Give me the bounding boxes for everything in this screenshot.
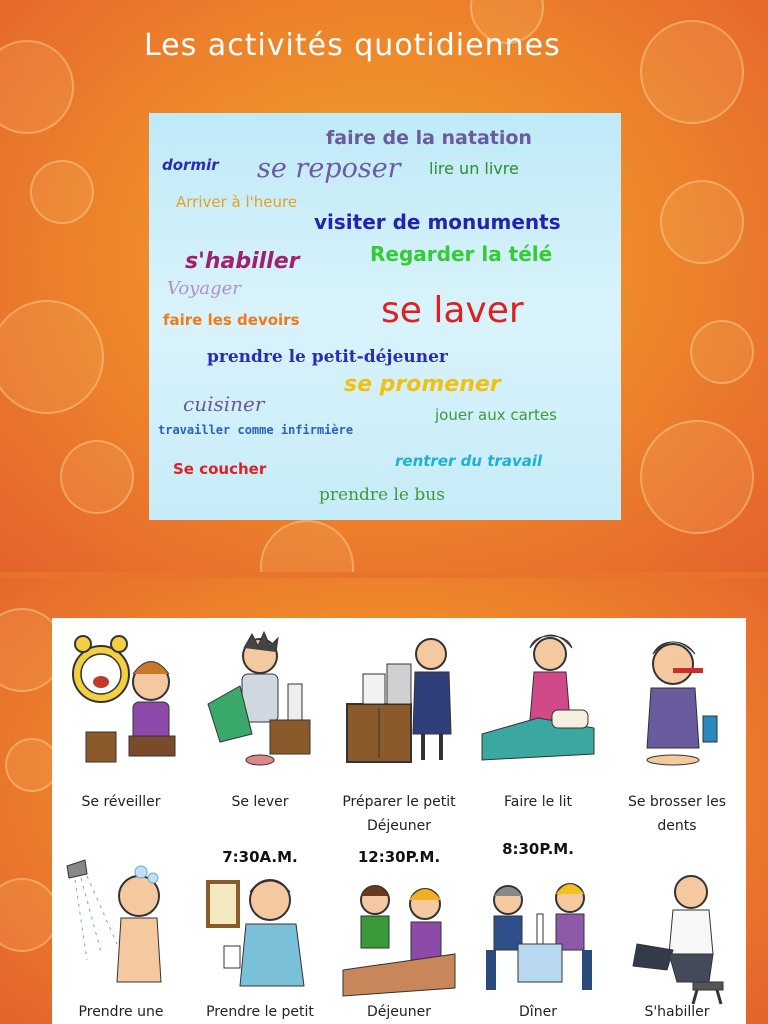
word-item: faire de la natation xyxy=(326,127,532,149)
word-item: cuisiner xyxy=(183,392,265,416)
activity-card xyxy=(608,844,746,1024)
bokeh-circle xyxy=(30,160,94,224)
word-item: Se coucher xyxy=(173,460,267,478)
activity-card xyxy=(469,618,607,838)
bokeh-circle xyxy=(260,520,354,572)
activity-caption: Déjeuner xyxy=(366,818,431,834)
activity-card xyxy=(330,844,468,1024)
activity-caption: Se lever xyxy=(231,794,289,810)
dressing-icon xyxy=(617,870,737,1010)
word-item: visiter de monuments xyxy=(314,210,561,234)
word-item: se promener xyxy=(344,372,501,397)
dinner-icon xyxy=(478,864,598,1004)
activity-caption: Faire le lit xyxy=(504,794,572,810)
activity-card xyxy=(608,618,746,838)
activity-caption: S'habiller xyxy=(644,1004,710,1020)
activity-caption: Se brosser les xyxy=(627,794,727,810)
bokeh-circle xyxy=(660,180,744,264)
slide-title: Les activités quotidiennes xyxy=(144,28,561,63)
activity-card xyxy=(191,844,329,1024)
bokeh-circle xyxy=(0,878,59,952)
bokeh-circle xyxy=(0,300,104,414)
activity-caption: Se réveiller xyxy=(81,794,161,810)
activity-caption: Déjeuner xyxy=(366,1004,431,1020)
bokeh-circle xyxy=(0,40,74,134)
bokeh-circle xyxy=(640,20,744,124)
alarm-clock-wakeup-icon xyxy=(61,624,181,774)
word-item: s'habiller xyxy=(185,249,300,274)
making-bed-icon xyxy=(478,624,598,774)
word-item: faire les devoirs xyxy=(163,311,300,329)
activity-caption: Préparer le petit xyxy=(342,794,456,810)
activity-caption: Dîner xyxy=(519,1004,557,1020)
activity-card xyxy=(52,844,190,1024)
activity-card xyxy=(330,618,468,838)
word-item: dormir xyxy=(162,156,219,174)
activity-card xyxy=(469,840,607,1024)
activity-card xyxy=(52,618,190,838)
activity-caption: dents xyxy=(657,818,697,834)
word-item: se reposer xyxy=(257,153,401,184)
activity-caption: Prendre une xyxy=(78,1004,164,1020)
word-item: lire un livre xyxy=(429,159,519,178)
activities-illustration-panel xyxy=(52,618,746,1024)
eating-breakfast-icon xyxy=(200,870,320,1010)
time-label: 7:30A.M. xyxy=(222,848,298,866)
word-item: prendre le bus xyxy=(319,485,445,505)
shower-icon xyxy=(61,852,181,992)
word-item: se laver xyxy=(381,290,524,331)
bokeh-circle xyxy=(640,420,754,534)
word-cloud xyxy=(149,113,621,520)
brushing-teeth-icon xyxy=(617,624,737,774)
bokeh-circle xyxy=(5,738,59,792)
word-item: travailler comme infirmière xyxy=(158,423,354,437)
activity-card xyxy=(191,618,329,838)
word-item: prendre le petit-déjeuner xyxy=(207,347,448,367)
activity-caption: Prendre le petit xyxy=(206,1004,314,1020)
time-label: 8:30P.M. xyxy=(502,840,574,858)
preparing-breakfast-icon xyxy=(339,624,459,774)
word-item: Arriver à l'heure xyxy=(176,193,298,211)
time-label: 12:30P.M. xyxy=(357,848,441,866)
bokeh-circle xyxy=(60,440,134,514)
slide-illustrations xyxy=(0,578,768,1024)
word-item: Voyager xyxy=(167,278,241,299)
word-item: Regarder la télé xyxy=(370,242,553,266)
bokeh-circle xyxy=(690,320,754,384)
lunch-icon xyxy=(339,870,459,1010)
word-item: rentrer du travail xyxy=(395,452,543,470)
getting-up-icon xyxy=(200,624,320,774)
word-item: jouer aux cartes xyxy=(435,406,557,424)
